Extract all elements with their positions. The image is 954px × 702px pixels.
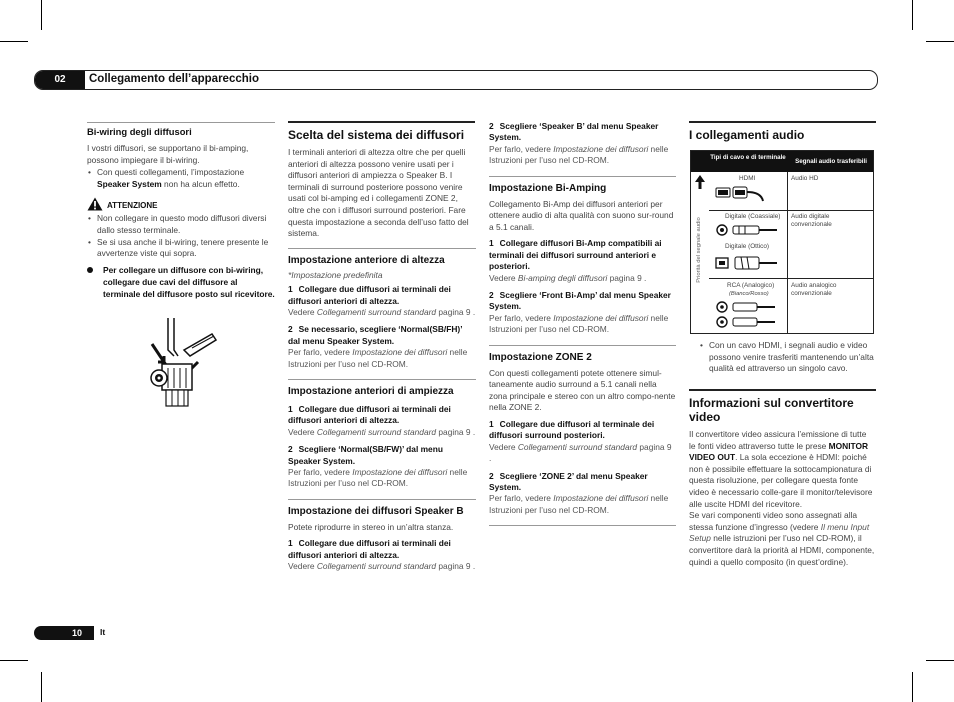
crop-mark	[0, 660, 28, 661]
step-reference: Per farlo, vedere Impostazione dei diffusori nelle Istruzioni per l’uso nel CD-ROM.	[489, 312, 669, 335]
step-1: 1 Collegare due diffusori ai terminali dei diffusori anteriori di altezza.	[288, 284, 451, 306]
warning-icon	[87, 197, 103, 211]
section-text: Il convertitore video assicura l’emissione di tutte le fonti video attraverso tutte le prese MONITOR VIDEO OUT. La sola eccezione è HDMI: poiché non è possibile effettuare la sottocampionatura di questa risoluzione, per collegare questa fonte video è necessario colle-gare il monitor/televisore alle uscite HDMI del ricevitore.	[689, 429, 873, 509]
step-reference: Vedere Collegamenti surround standard pagina 9 .	[288, 561, 476, 572]
section-rule	[689, 389, 876, 391]
note-item: • Con un cavo HDMI, i segnali audio e video possono venire trasferiti mantenendo un’alta qualità ed attraverso un singolo cavo.	[709, 340, 884, 375]
default-note: *Impostazione predefinita	[288, 269, 383, 280]
procedure-bullet-icon	[87, 267, 93, 273]
table-cell: HDMI	[739, 175, 756, 182]
crop-mark	[41, 0, 42, 30]
coaxial-cable-icon	[715, 223, 779, 237]
step-reference: Vedere Bi-amping degli diffusori pagina 9 .	[489, 272, 647, 283]
priority-label: Priorità del segnale audio	[696, 217, 702, 283]
subsection-heading: Impostazione Bi-Amping	[489, 182, 607, 194]
subsection-rule	[489, 176, 676, 177]
table-cell: Audio digitale convenzionale	[791, 213, 832, 228]
subsection-heading: Impostazione dei diffusori Speaker B	[288, 505, 464, 517]
section-rule	[689, 121, 876, 123]
step-reference: Vedere Collegamenti surround standard pagina 9 .	[489, 441, 672, 464]
cable-left	[168, 318, 178, 356]
section-rule	[288, 121, 475, 123]
note-item: • Con questi collegamenti, l’impostazione Speaker System non ha alcun effetto.	[97, 167, 275, 190]
caution-label: ATTENZIONE	[107, 201, 158, 211]
step-reference: Vedere Collegamenti surround standard pagina 9 .	[288, 306, 476, 317]
crop-mark	[926, 660, 954, 661]
step-2: 2 Scegliere ‘ZONE 2’ dal menu Speaker System.	[489, 470, 648, 493]
subsection-text: Collegamento Bi-Amp dei diffusori anteriori per ottenere audio di alta qualità con suono sur-round a 5.1 canali.	[489, 198, 674, 232]
step-reference: Vedere Collegamenti surround standard pagina 9 .	[288, 426, 476, 437]
subsection-rule	[288, 248, 476, 249]
page-number: 10	[71, 628, 82, 638]
rca-cable-icon	[715, 299, 779, 329]
crop-mark	[0, 41, 28, 42]
column-1	[87, 126, 275, 300]
optical-cable-icon	[715, 255, 779, 271]
table-cell: Audio analogico convenzionale	[791, 282, 837, 297]
step-1: 1 Collegare due diffusori ai terminali dei diffusori anteriori di altezza.	[288, 404, 451, 426]
note-list	[699, 340, 884, 375]
table-header-right: Segnali audio trasferibili	[795, 158, 867, 165]
audio-connections-table	[690, 150, 874, 334]
section-heading: Bi-wiring degli diffusori	[87, 126, 192, 137]
caution-list	[87, 213, 275, 259]
crop-mark	[912, 672, 913, 702]
page-number-tab	[34, 626, 94, 640]
column-divider	[787, 172, 788, 333]
column-3	[489, 121, 676, 526]
table-header	[691, 151, 873, 172]
arrow-icon	[152, 344, 164, 362]
step-1: 1 Collegare due diffusori ai terminali dei diffusori anteriori di altezza.	[288, 538, 451, 560]
table-cell: RCA (Analogico)	[727, 282, 775, 289]
priority-arrow-icon	[695, 175, 705, 189]
subsection-rule	[288, 499, 476, 500]
procedure-text: Per collegare un diffusore con bi-wiring, collegare due cavi del diffusore al terminale del diffusore posto sul ricevitore.	[103, 264, 275, 299]
step-2: 2 Scegliere ‘Front Bi-Amp’ dal menu Speaker System.	[489, 290, 671, 312]
step-2: 2 Se necessario, scegliere ‘Normal(SB/FH)’ dal menu Speaker System.	[288, 324, 463, 346]
crop-mark	[912, 0, 913, 30]
step-2: 2 Scegliere ‘Normal(SB/FW)’ dal menu Speaker System.	[288, 444, 443, 466]
section-text: Se vari componenti video sono assegnati alla stessa funzione d’ingresso (vedere Il menu Input Setup nelle istruzioni per l’uso nel CD-ROM), il convertitore darà la priorità al HDMI, componente, quindi a quello composito (in quest’ordine).	[689, 510, 875, 567]
step-reference: Per farlo, vedere Impostazione dei diffusori nelle Istruzioni per l’uso nel CD-ROM.	[288, 347, 468, 369]
row-divider	[709, 278, 873, 279]
chapter-header	[34, 70, 878, 90]
section-rule	[87, 122, 275, 123]
note-list	[87, 167, 275, 190]
crop-mark	[926, 41, 954, 42]
bi-wiring-illustration	[132, 316, 222, 411]
procedure	[87, 264, 275, 300]
crop-mark	[41, 672, 42, 702]
subsection-rule	[489, 525, 676, 526]
caution-header	[87, 197, 275, 211]
section-heading: Informazioni sul convertitore video	[689, 396, 854, 424]
table-cell: Audio HD	[791, 175, 819, 182]
step-1: 1 Collegare due diffusori al terminale dei diffusori surround posteriori.	[489, 419, 655, 441]
hdmi-cable-icon	[715, 183, 775, 205]
intro-text: I vostri diffusori, se supportano il bi-amping, possono impiegare il bi-wiring.	[87, 143, 249, 165]
subsection-rule	[288, 379, 476, 380]
chapter-title: Collegamento dell’apparecchio	[89, 73, 259, 85]
column-2	[288, 128, 476, 573]
step-1: 1 Collegare diffusori Bi-Amp compatibili ai terminali dei diffusori surround anteriori e posteriori.	[489, 238, 662, 272]
caution-item: • Se si usa anche il bi-wiring, tenere presente le avvertenze viste qui sopra.	[97, 237, 275, 260]
table-header-left: Tipi di cavo e di terminale	[710, 154, 786, 161]
step-reference: Per farlo, vedere Impostazione dei diffusori nelle Istruzioni per l’uso nel CD-ROM.	[489, 493, 669, 515]
subsection-heading: Impostazione anteriori di ampiezza	[288, 386, 454, 397]
table-cell: (Bianco/Rosso)	[729, 291, 769, 297]
intro-text: I terminali anteriori di altezza oltre che per quelli anteriori di altezza possono venire usati per i diffusori anteriori di ampiezza o Speaker B. I terminali di surround posteriore possono venire usati col bi-amping ed i collegamenti ZONE 2, oltre che con i diffusori surround posteriori. Fare questa impostazione a seconda dell’uso fatto del sistema.	[288, 147, 469, 239]
table-cell: Digitale (Coassiale)	[725, 213, 781, 220]
section-heading: Scelta del sistema dei diffusori	[288, 128, 465, 142]
subsection-text: Con questi collegamenti potete ottenere simul-taneamente audio surround a 5.1 canali nella zona principale e stereo con un altro compo-nente nella ZONE 2.	[489, 367, 676, 413]
step-2: 2 Scegliere ‘Speaker B’ dal menu Speaker System.	[489, 121, 659, 143]
subsection-text: Potete riprodurre in stereo in un’altra stanza.	[288, 521, 454, 532]
subsection-heading: Impostazione anteriore di altezza	[288, 254, 445, 266]
step-reference: Per farlo, vedere Impostazione dei diffusori nelle Istruzioni per l’uso nel CD-ROM.	[489, 143, 669, 166]
subsection-rule	[489, 345, 676, 346]
chapter-number-tab	[35, 71, 85, 89]
table-cell: Digitale (Ottico)	[725, 243, 770, 250]
subsection-heading: Impostazione ZONE 2	[489, 351, 592, 363]
section-heading: I collegamenti audio	[689, 128, 805, 142]
caution-item: • Non collegare in questo modo diffusori diversi dallo stesso terminale.	[97, 213, 275, 236]
row-divider	[709, 210, 873, 211]
step-reference: Per farlo, vedere Impostazione dei diffusori nelle Istruzioni per l’uso nel CD-ROM.	[288, 467, 468, 489]
language-code: It	[100, 627, 106, 637]
converter-section	[689, 396, 875, 568]
chapter-number: 02	[54, 74, 66, 85]
